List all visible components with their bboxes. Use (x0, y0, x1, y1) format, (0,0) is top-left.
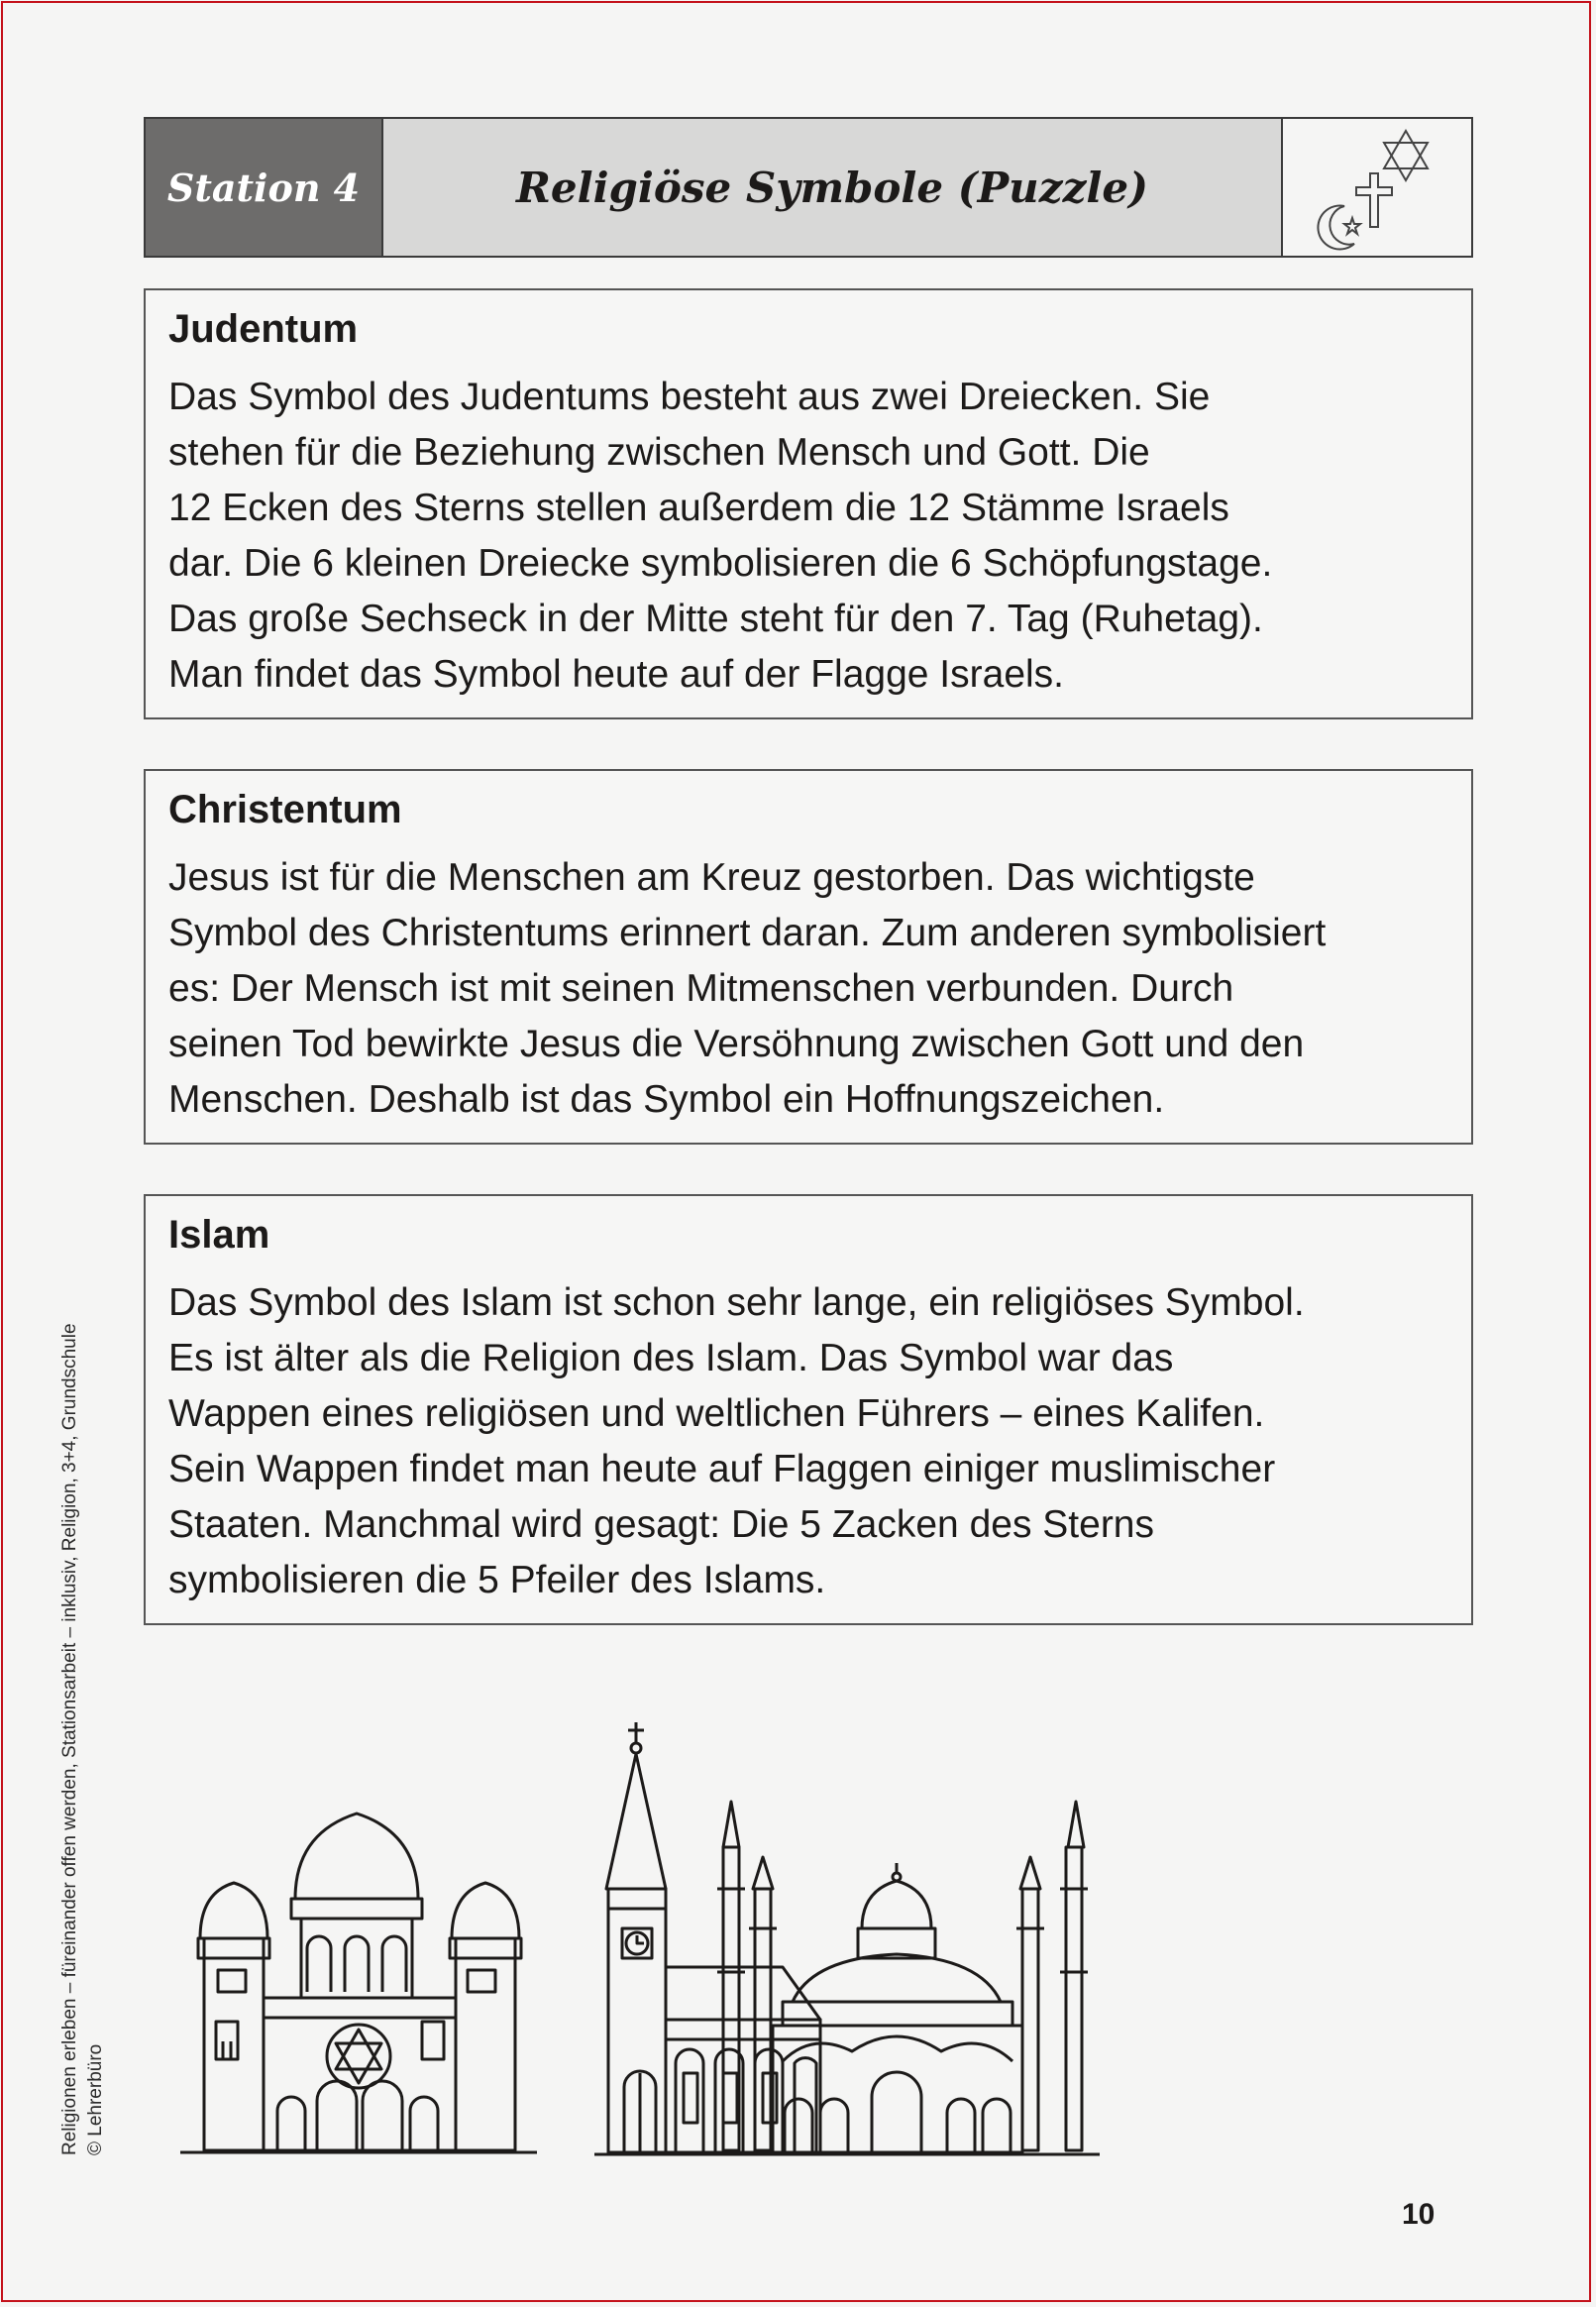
station-header (144, 117, 1473, 258)
text-line: Sein Wappen findet man heute auf Flaggen einiger muslimischer (168, 1448, 1276, 1490)
section-text (168, 1275, 1449, 1608)
station-label: Station 4 (146, 119, 383, 256)
text-line: Das Symbol des Judentums besteht aus zwei Dreiecken. Sie (168, 376, 1211, 418)
text-line: es: Der Mensch ist mit seinen Mitmenschen verbunden. Durch (168, 967, 1234, 1010)
publication-info: Religionen erleben – füreinander offen werden, Stationsarbeit – inklusiv, Religion, 3+4, Grundschule (59, 1323, 80, 2155)
star-of-david-icon (1384, 131, 1428, 180)
text-line: Das große Sechseck in der Mitte steht für den 7. Tag (Ruhetag). (168, 598, 1263, 640)
page-title: Religiöse Symbole (Puzzle) (383, 119, 1283, 256)
copyright-text: © Lehrerbüro (85, 2043, 106, 2155)
copyright-note (57, 1323, 109, 2155)
buildings-illustration (178, 1704, 1417, 2165)
synagogue-drawing (180, 1813, 537, 2152)
text-line: stehen für die Beziehung zwischen Mensch und Gott. Die (168, 431, 1150, 474)
page-number: 10 (1402, 2198, 1436, 2231)
text-line: Das Symbol des Islam ist schon sehr lange, ein religiöses Symbol. (168, 1281, 1305, 1324)
text-line: dar. Die 6 kleinen Dreiecke symbolisieren die 6 Schöpfungstage. (168, 542, 1273, 585)
church-drawing (594, 1722, 824, 2154)
text-line: Wappen eines religiösen und weltlichen Führers – eines Kalifen. (168, 1392, 1265, 1435)
section-islam (144, 1194, 1473, 1625)
text-line: Menschen. Deshalb ist das Symbol ein Hoffnungszeichen. (168, 1078, 1165, 1121)
section-christentum (144, 769, 1473, 1145)
section-judentum (144, 288, 1473, 719)
text-line: Es ist älter als die Religion des Islam. Das Symbol war das (168, 1337, 1174, 1379)
text-line: seinen Tod bewirkte Jesus die Versöhnung zwischen Gott und den (168, 1023, 1305, 1065)
text-line: Symbol des Christentums erinnert daran. Zum anderen symbolisiert (168, 912, 1327, 954)
crescent-star-icon (1318, 206, 1360, 250)
text-line: Staaten. Manchmal wird gesagt: Die 5 Zacken des Sterns (168, 1503, 1154, 1546)
cross-icon (1356, 173, 1392, 227)
text-line: Jesus ist für die Menschen am Kreuz gestorben. Das wichtigste (168, 856, 1255, 899)
section-text (168, 370, 1449, 703)
section-heading: Islam (168, 1213, 270, 1257)
text-line: Man findet das Symbol heute auf der Flagge Israels. (168, 653, 1065, 696)
religion-symbols-icon (1283, 119, 1471, 256)
section-heading: Christentum (168, 788, 402, 831)
section-text (168, 850, 1449, 1128)
text-line: 12 Ecken des Sterns stellen außerdem die 12 Stämme Israels (168, 487, 1229, 529)
mosque-drawing (713, 1802, 1100, 2154)
section-heading: Judentum (168, 307, 359, 351)
text-line: symbolisieren die 5 Pfeiler des Islams. (168, 1559, 826, 1601)
